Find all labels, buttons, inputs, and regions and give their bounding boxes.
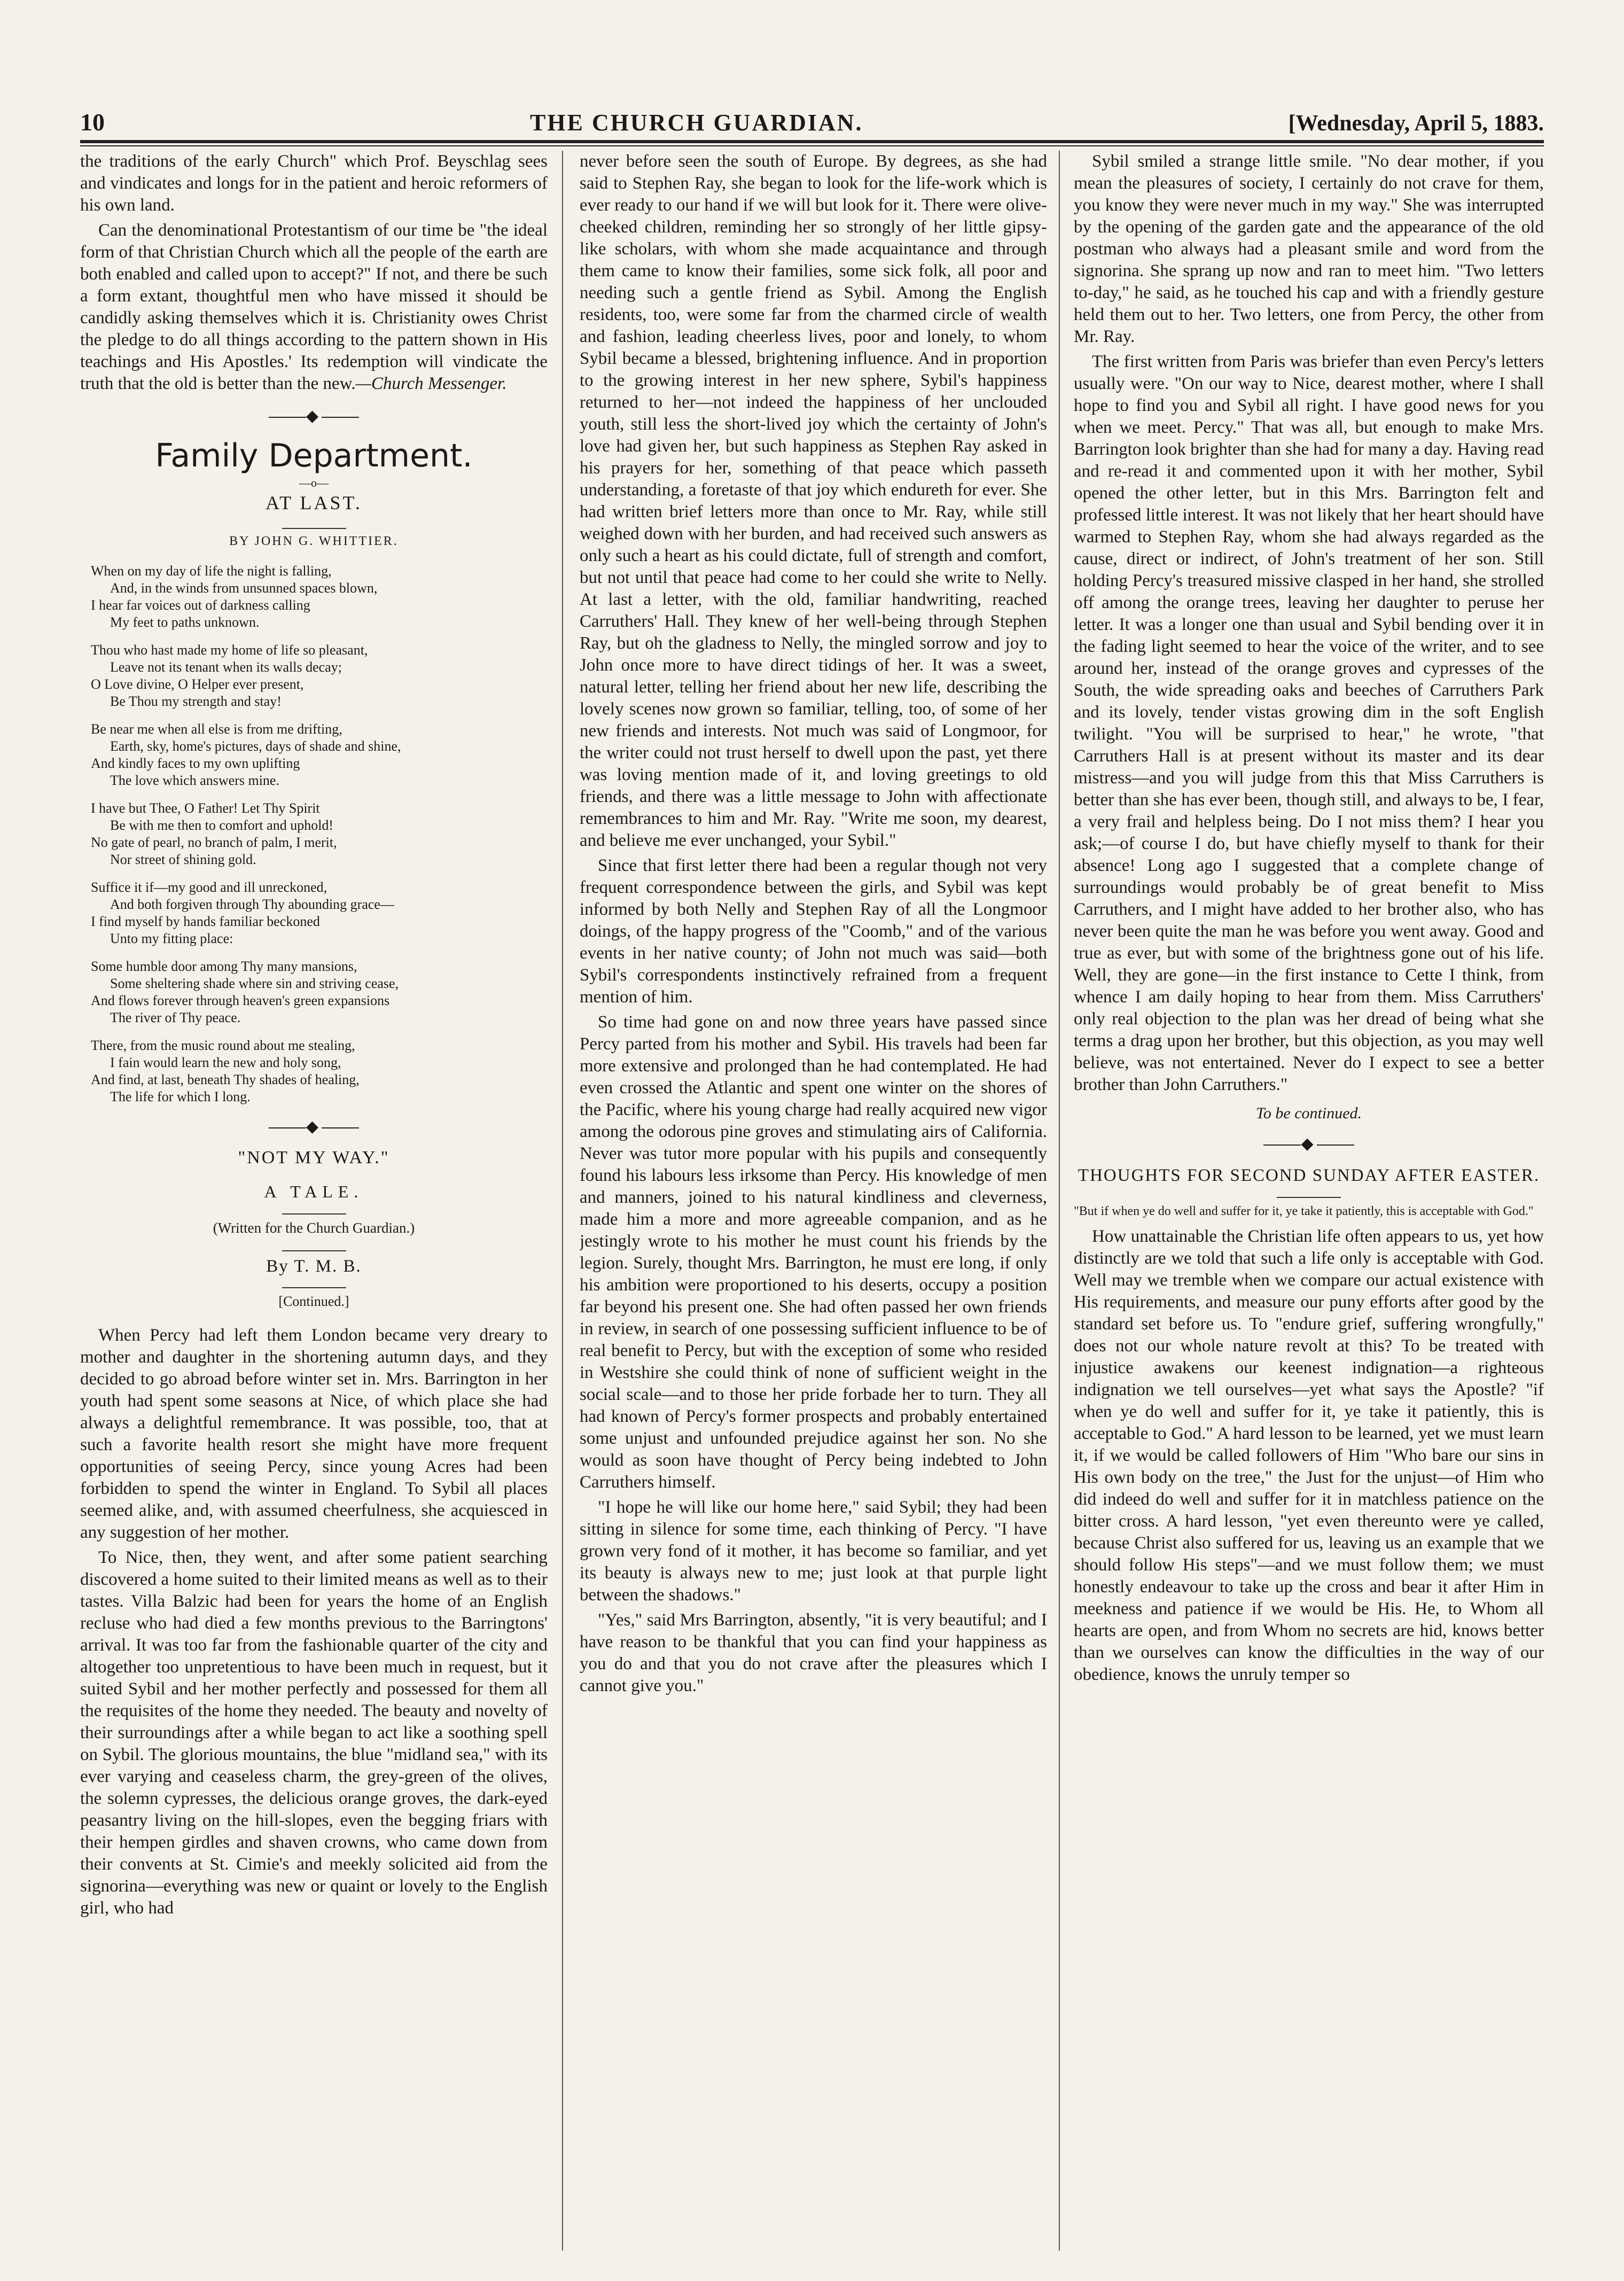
article-paragraph: "I hope he will like our home here," said Sybil; they had been sitting in silence for some time, each thinking of Percy. "I have grown very fond of it mother, it has become so familiar, and yet its beauty is always new to me; just look at that purple light between the shadows." <box>580 1498 1047 1605</box>
verse-line: Unto my fitting place: <box>110 931 233 946</box>
article-text: Can the denominational Protestantism of our time be "the ideal form of that Christian Church which all the people of the earth are both enabled and called upon to accept?" If not, and there be such a form extant, thoughtful men who have missed it should be candidly asking themselves which it is. Christianity owes Christ the pledge to do all things according to the pattern shown in His teachings and His Apostles.' Its redemption will vindicate the truth that the old is better than the new. <box>80 221 548 393</box>
story-byline: By T. M. B. <box>266 1257 362 1276</box>
stanza <box>91 721 548 789</box>
article-paragraph: Since that first letter there had been a regular though not very frequent correspondence between the girls, and Sybil was kept informed by both Nelly and Stephen Ray of all the Longmoor doings, of the happy progress of the "Coomb," and of the various events in her native county; of John not much was said—both Sybil's correspondents instinctively refrained from a frequent mention of him. <box>580 856 1047 1007</box>
verse-line: And, in the winds from unsunned spaces blown, <box>110 580 378 596</box>
short-rule <box>282 1287 346 1288</box>
verse-line: When on my day of life the night is falling, <box>91 563 332 579</box>
page-number: 10 <box>80 108 105 136</box>
masthead <box>80 99 1544 136</box>
column-2 <box>580 151 1047 2261</box>
column-divider-2 <box>1059 151 1060 2251</box>
column-1 <box>80 151 548 2261</box>
verse-line: Leave not its tenant when its walls decay; <box>110 659 342 675</box>
column-3 <box>1074 151 1544 2261</box>
poem-body <box>80 563 548 1106</box>
verse-line: And flows forever through heaven's green expansions <box>91 993 390 1008</box>
newspaper-title: THE CHURCH GUARDIAN. <box>530 110 863 136</box>
stanza <box>91 563 548 631</box>
stanza <box>91 642 548 710</box>
article-paragraph: never before seen the south of Europe. By degrees, as she had said to Stephen Ray, she began to look for the life-work which is ever ready to our hand if we will but look for it. There were olive-cheeked children, reminding her so strongly of her little gipsy-like scholars, with whom she made acquaintance and through them came to know their families, some sick folk, all poor and needing such a gentle friend as Sybil. Among the English residents, too, were some far from the charmed circle of wealth and fashion, leading cheerless lives, poor and lonely, to whom Sybil became a blessed, brightening influence. And in proportion to the growing interest in her new sphere, Sybil's happiness returned to her—not indeed the happiness of her unclouded youth, still less the short-lived joy which the certainty of John's love had given her, but such happiness as Stephen Ray asked in his prayers for her, something of that peace which passeth understanding, a foretaste of that joy which endureth for ever. She had written brief letters more than once to Mr. Ray, while still weighed down with her burden, and had received such answers as only such a heart as his could dictate, full of strength and comfort, but not until that peace had come to her could she write to Nelly. At last a letter, with the old, familiar handwriting, reached Carruthers' Hall. They knew of her well-being through Stephen Ray, but oh the gladness to Nelly, the mingled sorrow and joy to John once more to have direct tidings of her. It was a sweet, natural letter, telling her friend about her new life, describing the lovely scenes now grown so familiar, telling, too, of some of her new friends and interests. Not much was said of Longmoor, for the writer could not trust herself to dwell upon the past, yet there was loving mention made of it, and loving greetings to old friends, and there was a little message to John with affectionate remembrances to him and Mr. Ray. "Write me soon, my dearest, and believe me ever unchanged, your Sybil." <box>580 152 1047 850</box>
verse-line: I find myself by hands familiar beckoned <box>91 914 320 929</box>
verse-line: My feet to paths unknown. <box>110 614 260 630</box>
short-rule <box>282 1213 346 1215</box>
verse-line: No gate of pearl, no branch of palm, I merit, <box>91 835 337 850</box>
poem-byline: BY JOHN G. WHITTIER. <box>229 534 399 548</box>
verse-line: I have but Thee, O Father! Let Thy Spirit <box>91 800 320 816</box>
verse-line: I hear far voices out of darkness calling <box>91 597 310 613</box>
verse-line: The river of Thy peace. <box>110 1010 241 1025</box>
to-be-continued: To be continued. <box>1255 1104 1362 1122</box>
verse-line: Be Thou my strength and stay! <box>110 694 282 709</box>
poem-title: AT LAST. <box>266 492 362 513</box>
verse-line: And both forgiven through Thy abounding grace— <box>110 897 394 912</box>
column-divider-1 <box>562 151 563 2251</box>
article-paragraph: Sybil smiled a strange little smile. "No dear mother, if you mean the pleasures of society, I certainly do not crave for them, you know they were never much in my way." She was interrupted by the opening of the garden gate and the appearance of the old postman who always had a pleasant smile and word from the signorina. She sprang up now and ran to meet him. "Two letters to-day," he said, as he touched his cap and with a friendly gesture held them out to her. Two letters, one from Percy, the other from Mr. Ray. <box>1074 152 1544 346</box>
masthead-rule-thick <box>80 140 1544 143</box>
short-rule <box>1277 1197 1341 1198</box>
story-subtitle: A TALE. <box>264 1182 364 1201</box>
ornament-divider: ◆ <box>80 1117 548 1136</box>
article-paragraph: When Percy had left them London became very dreary to mother and daughter in the shortening autumn days, and they decided to go abroad before winter set in. Mrs. Barrington in her youth had spent some seasons at Nice, of which place she had always a delightful remembrance. It was possible, too, that at such a favorite health resort she might have more frequent opportunities of seeing Percy, since young Acres had been forbidden to spend the winter in England. To Sybil all places seemed alike, and, with assumed cheerfulness, she acquiesced in any suggestion of her mother. <box>80 1326 548 1542</box>
verse-line: Thou who hast made my home of life so pleasant, <box>91 642 368 658</box>
scripture-quote: "But if when ye do well and suffer for it, ye take it patiently, this is acceptable with God." <box>1074 1204 1534 1218</box>
article-paragraph: To Nice, then, they went, and after some patient searching discovered a home suited to their limited means as well as to their tastes. Villa Balzic had been for years the home of an English recluse who had died a few months previous to the Barringtons' arrival. It was too far from the fashionable quarter of the city and altogether too unpretentious to have been much in request, but it suited Sybil and her mother perfectly and possessed for them all the requisites of the home they needed. The beauty and novelty of their surroundings after a while began to act like a soothing spell on Sybil. The glorious mountains, the blue "midland sea," with its ever varying and ceaseless charm, the grey-green of the olives, the solemn cypresses, the delicious orange groves, the dark-eyed peasantry living on the hill-slopes, even the begging friars with their hempen girdles and shaven crowns, who came down from their convents at St. Cimie's and meekly solicited aid from the signorina—everything was new or quaint or lovely to the English girl, who had <box>80 1548 548 1918</box>
masthead-rule-thin <box>80 145 1544 146</box>
ornament-divider: ◆ <box>80 407 548 425</box>
article-paragraph: the traditions of the early Church" which Prof. Beyschlag sees and vindicates and longs for in the patient and heroic reformers of his own land. <box>80 152 548 215</box>
article-paragraph: The first written from Paris was briefer than even Percy's letters usually were. "On our way to Nice, dearest mother, where I shall hope to find you and Sybil all right. I have good news for you when we meet. Percy." That was all, but enough to make Mrs. Barrington look brighter than she had for many a day. Having read and re-read it and commented upon it with her mother, Sybil opened the other letter, but in this Mrs. Barrington felt and professed little interest. It was not likely that her heart should have warmed to Stephen Ray, whom she had always regarded as the cause, direct or indirect, of John's treatment of her son. Still holding Percy's treasured missive clasped in her hand, she strolled off among the orange trees, leaving her daughter to peruse her letter. It was a longer one than usual and Sybil bending over it in the fading light seemed to hear the voice of the writer, and to see around her, instead of the orange groves and cypresses of the South, the wide spreading oaks and beeches of Carruthers Park and its lovely, tender vistas growing dim in the soft English twilight. "You will be surprised to hear," he wrote, "that Carruthers Hall is at present without its master and its dear mistress—and you will judge from this that Miss Carruthers is better than she has ever been, though still, and always to be, I fear, a very frail and helpless being. Do I not miss them? I hear you ask;—of course I do, but have chiefly myself to thank for their absence! Long ago I suggested that a complete change of surroundings would probably be of great benefit to Miss Carruthers, and I might have added to her brother also, who has never been quite the man he was before you went away. Good and true as ever, but with some of the brightness gone out of his life. Well, they are gone—in the first instance to Cette I think, from whence I am daily hoping to hear from them. Miss Carruthers' only real objection to the plan was her dread of being what she terms a drag upon her brother, but this objection, as you may well believe, was not entertained. Never do I expect to see a better brother than John Carruthers." <box>1074 352 1544 1094</box>
small-ornament: —o— <box>299 476 329 489</box>
article-paragraph: So time had gone on and now three years have passed since Percy parted from his mother and Sybil. His travels had been far more extensive and prolonged than he had contemplated. He had even crossed the Atlantic and spent one winter on the shores of the Pacific, where his young charge had really acquired new vigor among the odorous pine groves and stimulating airs of California. Never was tutor more popular with his pupils and consequently found his labours less irksome than Percy. His knowledge of men and manners, joined to his natural kindliness and cleverness, made him a more and more agreeable companion, and as he jestingly wrote to his mother he must count his friends by the legion. Surely, thought Mrs. Barrington, he must ere long, if only his ambition were proportioned to his deserts, occupy a position far beyond his present one. She had often passed her own friends in review, in search of one possessing sufficient influence to be of real benefit to Percy, but with the exception of some who resided in Westshire she could think of none of sufficient weight in the social scale—and to those her pride forbade her to turn. They all had known of Percy's former prospects and probably entertained some unjust and unfounded prejudice against her son. No she would as soon have thought of Percy being indebted to John Carruthers himself. <box>580 1013 1047 1492</box>
story-title: "NOT MY WAY." <box>238 1148 390 1167</box>
verse-line: Some humble door among Thy many mansions, <box>91 959 357 974</box>
stanza <box>91 879 548 947</box>
verse-line: Earth, sky, home's pictures, days of shade and shine, <box>110 738 401 754</box>
article-citation: —Church Messenger. <box>355 374 507 393</box>
short-rule <box>282 528 346 529</box>
verse-line: The life for which I long. <box>110 1089 251 1104</box>
verse-line: Be near me when all else is from me drifting, <box>91 721 342 737</box>
verse-line: Be with me then to comfort and uphold! <box>110 818 334 833</box>
verse-line: O Love divine, O Helper ever present, <box>91 676 304 692</box>
stanza <box>91 800 548 868</box>
article-paragraph <box>80 220 548 395</box>
continued-note: [Continued.] <box>278 1294 349 1309</box>
story-note: (Written for the Church Guardian.) <box>213 1220 415 1236</box>
verse-line: I fain would learn the new and holy song, <box>110 1055 341 1070</box>
verse-line: There, from the music round about me stealing, <box>91 1038 355 1053</box>
stanza <box>91 1037 548 1106</box>
verse-line: Nor street of shining gold. <box>110 852 256 867</box>
verse-line: The love which answers mine. <box>110 773 279 788</box>
short-rule <box>282 1250 346 1251</box>
verse-line: And kindly faces to my own uplifting <box>91 756 300 771</box>
section-heading: THOUGHTS FOR SECOND SUNDAY AFTER EASTER. <box>1078 1166 1540 1185</box>
section-heading: Family Department. <box>155 437 473 474</box>
stanza <box>91 958 548 1026</box>
verse-line: Some sheltering shade where sin and striving cease, <box>110 976 399 991</box>
issue-date: [Wednesday, April 5, 1883. <box>1288 111 1544 136</box>
ornament-divider: ◆ <box>1074 1134 1544 1153</box>
article-paragraph: How unattainable the Christian life often appears to us, yet how distinctly are we told that such a life only is acceptable with God. Well may we tremble when we compare our actual existence with His requirements, and measure our puny efforts after good by the standard set before us. To "endure grief, suffering wrongfully," does not our whole nature revolt at this? To be treated with injustice awakens our keenest indignation—a righteous indignation we tell ourselves—yet what says the Apostle? "if when ye do well and suffer for it, ye take it patiently, this is acceptable to God." A hard lesson to be learned, yet we must learn it, if we would be called followers of Him "Who bare our sins in His own body on the tree," the Just for the unjust—of Him who did indeed do well and suffer for it in matchless patience on the bitter cross. A hard lesson, "yet even thereunto were ye called, because Christ also suffered for us, leaving us an example that we should follow His steps"—and we must follow them; we must honestly endeavour to take up the cross and bear it after Him in meekness and patience if we would be His. He, to Whom all hearts are open, and from Whom no secrets are hid, knows better than we ourselves can know the difficulties in the way of our obedience, knows the unruly temper so <box>1074 1227 1544 1684</box>
verse-line: Suffice it if—my good and ill unreckoned, <box>91 879 327 895</box>
article-paragraph: "Yes," said Mrs Barrington, absently, "it is very beautiful; and I have reason to be thankful that you can find your happiness as you do and that you do not crave after the pleasures which I cannot give you." <box>580 1610 1047 1695</box>
verse-line: And find, at last, beneath Thy shades of healing, <box>91 1072 360 1087</box>
